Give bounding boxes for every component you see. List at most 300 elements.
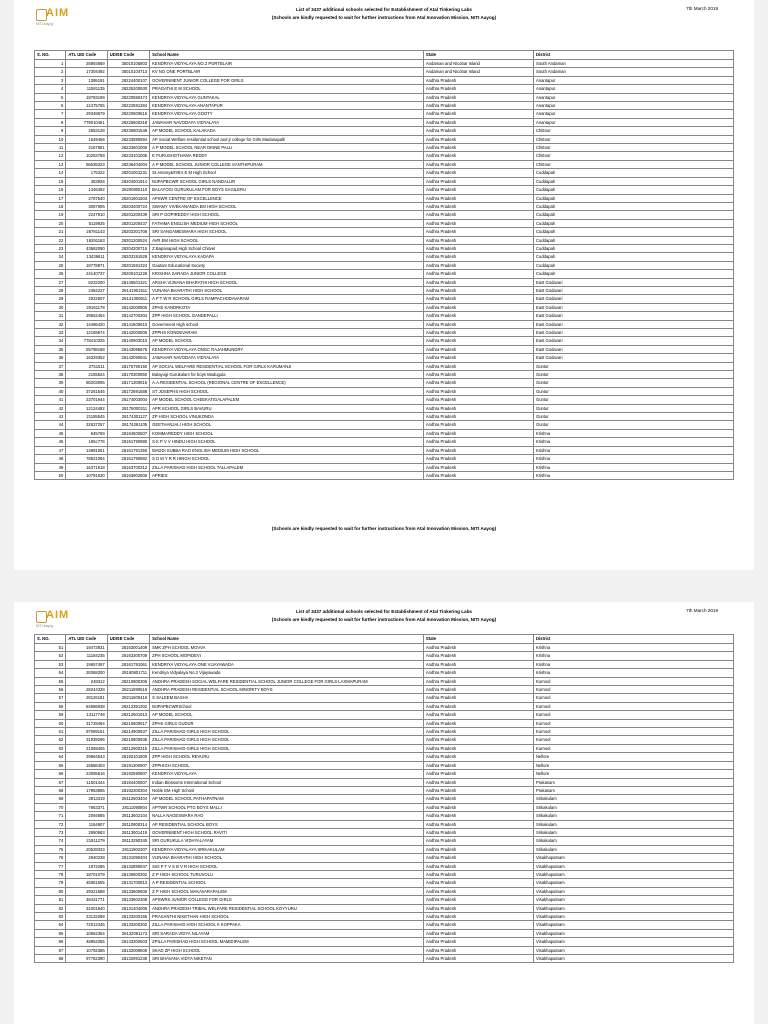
table-cell: Andaman and Nicobar Island <box>423 60 533 68</box>
table-cell: 28174391105 <box>107 421 149 429</box>
table-row <box>35 152 734 160</box>
table-cell: Andhra Pradesh <box>423 413 533 421</box>
table-cell: 29321688 <box>66 887 107 895</box>
table-cell: 34 <box>35 337 66 345</box>
table-row <box>35 812 734 820</box>
table-cell: 14496420 <box>66 320 107 328</box>
table-cell: 1549456 <box>66 135 107 143</box>
table-cell: 14 <box>35 169 66 177</box>
table-cell: Balayogi Gurukulam for boys Madugula <box>150 371 424 379</box>
table-row <box>35 253 734 261</box>
logo-text: AIM <box>46 7 70 19</box>
table-cell: Government High school <box>150 320 424 328</box>
table-cell: 28161791061 <box>107 660 149 668</box>
table-row <box>35 719 734 727</box>
table-cell: 32 <box>35 320 66 328</box>
table-cell: 28211600416 <box>107 694 149 702</box>
table-cell: 32637257 <box>66 421 107 429</box>
table-cell: Andhra Pradesh <box>423 778 533 786</box>
table-cell: PRAGATHI E M SCHOOL <box>150 85 424 93</box>
table-cell: Visakhapatnam <box>533 929 733 937</box>
footnote: (Schools are kindly requested to wait for further instructions from Atal Innovation Mission, NITI Aayog) <box>271 526 497 531</box>
table-row <box>35 938 734 946</box>
table-cell: 28210800936 <box>107 736 149 744</box>
table-cell: 28233101005 <box>107 152 149 160</box>
table-cell: Anantapur <box>533 118 733 126</box>
table-row <box>35 421 734 429</box>
table-cell: A P MODEL SCHOOL NEAR DINNE PALLI <box>150 144 424 152</box>
table-cell: Andhra Pradesh <box>423 396 533 404</box>
logo-subtitle: NITI Aayog <box>36 624 54 628</box>
table-cell: A P MODEL SCHOOL JUNIOR COLLEGE SANTHIPURAM <box>150 160 424 168</box>
table-cell: SRI P GOPIREDDY HIGH SCHOOL <box>150 211 424 219</box>
table-cell: E PURUSHOTHAMA REDDY <box>150 152 424 160</box>
document-title <box>14 6 754 22</box>
table-cell: 9 <box>35 127 66 135</box>
table-cell: 28142000805 <box>107 303 149 311</box>
document-date: 7th March 2019 <box>686 608 718 613</box>
table-cell: 28164500607 <box>107 429 149 437</box>
table-cell: 40 <box>35 387 66 395</box>
table-cell: 2384227 <box>66 286 107 294</box>
table-cell: ZPH SCHOOL MOPIDEVI <box>150 652 424 660</box>
table-cell: 43682090 <box>66 244 107 252</box>
table-cell: Andhra Pradesh <box>423 711 533 719</box>
table-cell: 28214900637 <box>107 728 149 736</box>
table-cell: 3067906 <box>66 202 107 210</box>
table-row <box>35 429 734 437</box>
table-cell: MADDI SUBBA RAO ENGLISH MEDIUM HIGH SCHOOL <box>150 446 424 454</box>
table-cell: Kurnool <box>533 744 733 752</box>
table-cell: Andhra Pradesh <box>423 404 533 412</box>
table-cell: Srikakulam <box>533 837 733 845</box>
table-row <box>35 219 734 227</box>
table-cell: 22 <box>35 236 66 244</box>
table-cell: 29161178 <box>66 303 107 311</box>
table-cell: South Andaman <box>533 68 733 76</box>
table-cell: Kurnool <box>533 736 733 744</box>
table-cell: 28131700813 <box>107 879 149 887</box>
table-cell: 28203191529 <box>107 253 149 261</box>
table-cell: 36 <box>35 354 66 362</box>
table-cell: Anantapur <box>533 102 733 110</box>
table-row <box>35 387 734 395</box>
col-header: S. NO. <box>35 635 66 644</box>
table-cell: 42 <box>35 404 66 412</box>
table-cell: 39 <box>35 379 66 387</box>
col-header: District <box>533 635 733 644</box>
table-cell: 49 <box>35 463 66 471</box>
table-cell: Andhra Pradesh <box>423 862 533 870</box>
table-cell: Andhra Pradesh <box>423 728 533 736</box>
table-cell: 79 <box>35 879 66 887</box>
table-row <box>35 396 734 404</box>
table-cell: Cuddapah <box>533 194 733 202</box>
table-cell: 8 <box>35 118 66 126</box>
table-cell: 86 <box>35 938 66 946</box>
document-page-1 <box>14 0 754 570</box>
table-row <box>35 177 734 185</box>
table-cell: 28184400607 <box>107 778 149 786</box>
table-cell: Kurnool <box>533 694 733 702</box>
table-cell: 73 <box>35 828 66 836</box>
table-cell: Cuddapah <box>533 236 733 244</box>
table-cell: Andhra Pradesh <box>423 320 533 328</box>
table-cell: 3913319 <box>66 795 107 803</box>
table-cell: Andhra Pradesh <box>423 354 533 362</box>
table-cell: 2165524 <box>66 371 107 379</box>
table-cell: 62 <box>35 736 66 744</box>
table-cell: Cuddapah <box>533 169 733 177</box>
table-cell: 28133300603 <box>107 938 149 946</box>
table-cell: ANDHRA PRADESH RESIDENTIAL SCHOOL MINORITY BOYS <box>150 686 424 694</box>
table-cell: 11 <box>35 144 66 152</box>
table-cell: 23 <box>35 244 66 252</box>
table-cell: Andhra Pradesh <box>423 455 533 463</box>
table-cell: Krishna <box>533 669 733 677</box>
table-cell: Andhra Pradesh <box>423 753 533 761</box>
table-cell: Andhra Pradesh <box>423 345 533 353</box>
table-cell: 23701944 <box>66 396 107 404</box>
table-cell: Andhra Pradesh <box>423 669 533 677</box>
table-cell: ZILLA PARISHAD GIRLS HIGH SCHOOL <box>150 736 424 744</box>
table-cell: Anantapur <box>533 93 733 101</box>
table-cell: SMK ZPH SCHOOL MOVVA <box>150 644 424 652</box>
table-cell: Cuddapah <box>533 244 733 252</box>
table-cell: Andhra Pradesh <box>423 337 533 345</box>
table-cell: 12 <box>35 152 66 160</box>
table-cell: AP MODEL SCHOOL PATHAPATNAM <box>150 795 424 803</box>
table-cell: Andhra Pradesh <box>423 812 533 820</box>
table-cell: 2767540 <box>66 194 107 202</box>
table-cell: Andhra Pradesh <box>423 421 533 429</box>
table-cell: APR SCHOOL GIRLS BAVURU <box>150 404 424 412</box>
table-cell: South Andaman <box>533 60 733 68</box>
table-row <box>35 278 734 286</box>
table-cell: Srikakulam <box>533 812 733 820</box>
col-header: UDISE Code <box>107 51 149 60</box>
table-cell: 60 <box>35 719 66 727</box>
table-cell: 18701079 <box>66 870 107 878</box>
table-row <box>35 904 734 912</box>
table-cell: ZILLA PARISHAD HIGH SCHOOL K KOPPAKA <box>150 921 424 929</box>
table-cell: Andhra Pradesh <box>423 93 533 101</box>
table-cell: St.Antony&#39;s E M High School <box>150 169 424 177</box>
table-cell: 44 <box>35 421 66 429</box>
table-cell: 28368300 <box>66 669 107 677</box>
table-cell: 28210900306 <box>107 677 149 685</box>
table-cell: 10652354 <box>66 929 107 937</box>
table-row <box>35 753 734 761</box>
table-cell: 2022507 <box>66 295 107 303</box>
table-row <box>35 312 734 320</box>
table-row <box>35 728 734 736</box>
table-cell: 37261545 <box>66 387 107 395</box>
table-cell: Visakhapatnam <box>533 854 733 862</box>
table-cell: Cuddapah <box>533 219 733 227</box>
table-cell: Andhra Pradesh <box>423 913 533 921</box>
table-cell: KENDRIYA VIDYALAYA <box>150 770 424 778</box>
table-cell: Andhra Pradesh <box>423 329 533 337</box>
table-cell: 28224400107 <box>107 76 149 84</box>
table-cell: Indian Blossoms International School <box>150 778 424 786</box>
table-cell: 19657497 <box>66 660 107 668</box>
table-cell: 28141901611 <box>107 286 149 294</box>
table-cell: 2950963 <box>66 828 107 836</box>
table-cell: AP MODEL SCHOOL CHEEKATIGALAPALEM <box>150 396 424 404</box>
table-cell: VIJNANA BHARATHI HIGH SCHOOL <box>150 854 424 862</box>
table-cell: 10253759 <box>66 152 107 160</box>
logo-subtitle: NITI Aayog <box>36 22 54 26</box>
table-cell: KOMMAREDDY HIGH SCHOOL <box>150 429 424 437</box>
table-cell: AP MODEL SCHOOL <box>150 711 424 719</box>
table-cell: KENDRIYA VIDYALAYA NO.2 PORTBLAIR <box>150 60 424 68</box>
table-cell: Gautam Educational Society <box>150 261 424 269</box>
table-cell: 645769 <box>66 429 107 437</box>
table-cell: 76 <box>35 854 66 862</box>
table-cell: 53 <box>35 660 66 668</box>
table-cell: Andhra Pradesh <box>423 702 533 710</box>
table-row <box>35 110 734 118</box>
table-cell: East Godavari <box>533 337 733 345</box>
table-row <box>35 169 734 177</box>
table-cell: Guntur <box>533 371 733 379</box>
table-cell: Kurnool <box>533 702 733 710</box>
table-cell: KENDRIYA VIDYALAYA ANANTAPUR <box>150 102 424 110</box>
table-row <box>35 127 734 135</box>
table-cell: 19473931 <box>66 644 107 652</box>
table-cell: 28220590474 <box>107 93 149 101</box>
table-cell: Guntur <box>533 421 733 429</box>
table-cell: 28175790150 <box>107 362 149 370</box>
table-cell: Nellore <box>533 770 733 778</box>
table-cell: 17963865 <box>66 786 107 794</box>
table-cell: Andhra Pradesh <box>423 194 533 202</box>
table-cell: 13 <box>35 160 66 168</box>
table-cell: Krishna <box>533 471 733 479</box>
table-row <box>35 102 734 110</box>
table-cell: 16291163 <box>66 236 107 244</box>
table-cell: 63 <box>35 744 66 752</box>
table-cell: 35 <box>35 345 66 353</box>
table-body <box>35 644 734 963</box>
table-cell: AP MODEL SCHOOL KALAKADA <box>150 127 424 135</box>
table-cell: 11184235 <box>66 652 107 660</box>
table-cell: KENDRIYA VIDYALAYA SRIKAKULAM <box>150 845 424 853</box>
table-cell: 185c776 <box>66 438 107 446</box>
table-cell: 28126181 <box>66 694 107 702</box>
table-cell: APTWR SCHOOL PTG BOYS MALLI <box>150 803 424 811</box>
table-row <box>35 85 734 93</box>
table-cell: 11501444 <box>66 778 107 786</box>
table-cell: Andhra Pradesh <box>423 438 533 446</box>
table-cell: 28174003004 <box>107 396 149 404</box>
table-cell: 83 <box>35 913 66 921</box>
table-cell: 21185545 <box>66 413 107 421</box>
table-cell: S D M Y R R HINGH SCHOOL <box>150 455 424 463</box>
table-cell: Nellore <box>533 761 733 769</box>
table-cell: 28131090404 <box>107 854 149 862</box>
table-row <box>35 652 734 660</box>
table-cell: Chittoor <box>533 127 733 135</box>
title-line: List of 3437 additional schools selected for Establishment of Atal Tinkering Labs <box>296 609 472 614</box>
table-cell: Andhra Pradesh <box>423 854 533 862</box>
table-cell: Visakhapatnam <box>533 870 733 878</box>
table-cell: Andhra Pradesh <box>423 76 533 84</box>
table-cell: East Godavari <box>533 278 733 286</box>
table-cell: 72012346 <box>66 921 107 929</box>
table-cell: 15 <box>35 177 66 185</box>
table-cell: 57 <box>35 694 66 702</box>
table-cell: 38 <box>35 371 66 379</box>
table-cell: 28191300907 <box>107 761 149 769</box>
table-cell: ZILLA PARISHAD GIRLS HIGH SCHOOL <box>150 728 424 736</box>
table-cell: 28142700304 <box>107 312 149 320</box>
table-cell: Andhra Pradesh <box>423 929 533 937</box>
table-cell: SRI SARADA VIDYA NILAYAM <box>150 929 424 937</box>
table-cell: Krishna <box>533 660 733 668</box>
table-cell: 65 <box>35 761 66 769</box>
table-row <box>35 660 734 668</box>
table-cell: 28111090804 <box>107 803 149 811</box>
table-cell: MJPAPBCWRSchool <box>150 702 424 710</box>
table-cell: GOVERNMENT JUNIOR COLLEGE FOR GIRLS <box>150 76 424 84</box>
table-cell: Visakhapatnam <box>533 913 733 921</box>
table-cell: Z P HIGH SCHOOL TURUVOLU <box>150 870 424 878</box>
table-cell: 31001840 <box>66 904 107 912</box>
table-cell: Anantapur <box>533 110 733 118</box>
table-cell: 35010104713 <box>107 68 149 76</box>
table-cell: 28141600610 <box>107 320 149 328</box>
table-cell: 28212601913 <box>107 711 149 719</box>
table-cell: APRIES <box>150 471 424 479</box>
table-cell: SRI BHAVANA VIDYA NIKETAN <box>150 955 424 963</box>
table-cell: Andhra Pradesh <box>423 761 533 769</box>
table-cell: Cuddapah <box>533 261 733 269</box>
table-cell: East Godavari <box>533 312 733 320</box>
table-cell: 28244328 <box>66 686 107 694</box>
table-cell: 28163700312 <box>107 463 149 471</box>
table-row <box>35 946 734 954</box>
table-row <box>35 455 734 463</box>
table-cell: Krishna <box>533 446 733 454</box>
table-cell: 23132288 <box>66 913 107 921</box>
table-cell: Andaman and Nicobar Island <box>423 68 533 76</box>
table-cell: 29964543 <box>66 753 107 761</box>
table-cell: 26 <box>35 270 66 278</box>
document-page-2 <box>14 602 754 1024</box>
table-cell: Andhra Pradesh <box>423 270 533 278</box>
table-cell: Guntur <box>533 396 733 404</box>
table-cell: Cuddapah <box>533 270 733 278</box>
table-cell: 78 <box>35 870 66 878</box>
table-cell: 29552464 <box>66 312 107 320</box>
subtitle-line: (Schools are kindly requested to wait for further instructions from Atal Innovation Mission, NITI Aayog) <box>271 15 497 20</box>
table-cell: Andhra Pradesh <box>423 677 533 685</box>
table-cell: 2940238 <box>66 854 107 862</box>
table-cell: 33 <box>35 329 66 337</box>
table-cell: 86203095 <box>66 379 107 387</box>
table-cell: 28230801548 <box>107 127 149 135</box>
table-cell: ANDHRA PRADESH SOCIAL WELFARE RESIDENTIAL SCHOOL JUNIOR COLLEGE FOR GIRLS LAXMAPURAM <box>150 677 424 685</box>
table-cell: Chittoor <box>533 152 733 160</box>
table-row <box>35 244 734 252</box>
table-cell: 28201200439 <box>107 211 149 219</box>
table-row <box>35 446 734 454</box>
table-cell: Visakhapatnam <box>533 896 733 904</box>
table-cell: Andhra Pradesh <box>423 278 533 286</box>
table-cell: 28201001231 <box>107 169 149 177</box>
table-cell: East Godavari <box>533 320 733 328</box>
table-cell: 31 <box>35 312 66 320</box>
table-cell: Krishna <box>533 644 733 652</box>
table-cell: 31939296 <box>66 736 107 744</box>
table-row <box>35 778 734 786</box>
table-cell: 28200805110 <box>107 186 149 194</box>
table-cell: 28201200437 <box>107 219 149 227</box>
table-cell: 778410325 <box>66 337 107 345</box>
table-row <box>35 371 734 379</box>
table-cell: KENDRIYA VIDYALAYA ONE VIJAYAWADA <box>150 660 424 668</box>
table-cell: Andhra Pradesh <box>423 186 533 194</box>
table-cell: 67 <box>35 778 66 786</box>
table-cell: SRI SANGAMESWARA HIGH SCHOOL <box>150 228 424 236</box>
table-cell: Andhra Pradesh <box>423 429 533 437</box>
table-cell: 72 <box>35 820 66 828</box>
table-cell: Kendriya Vidyalaya No.2 Vijayawada <box>150 669 424 677</box>
table-cell: GEETHANJALI HIGH SCHOOL <box>150 421 424 429</box>
table-row <box>35 828 734 836</box>
table-cell: 59 <box>35 711 66 719</box>
table-cell: APSWR CENTRE OF EXCELLENCE <box>150 194 424 202</box>
table-cell: KRISHNA SARADA JUNIOR COLLEGE <box>150 270 424 278</box>
table-cell: 28236404004 <box>107 160 149 168</box>
document-date: 7th March 2019 <box>686 6 718 11</box>
table-cell: A P T W R SCHOOL GIRLS RAMPACHODAVARAM <box>150 295 424 303</box>
table-cell: Cuddapah <box>533 211 733 219</box>
table-cell: AP MODEL SCHOOL <box>150 337 424 345</box>
table-cell: 14891061 <box>66 446 107 454</box>
table-row <box>35 862 734 870</box>
table-cell: ZPILLA PARISHAD HIGH SCHOOL MAMIDIPALEM <box>150 938 424 946</box>
table-cell: 28210600617 <box>107 719 149 727</box>
table-cell: JAWAHAR NAVODAYA VIDYALAYA <box>150 118 424 126</box>
table-row <box>35 921 734 929</box>
table-cell: 26893669 <box>66 60 107 68</box>
table-cell: 17 <box>35 194 66 202</box>
table-cell: 28211890519 <box>107 686 149 694</box>
table-row <box>35 211 734 219</box>
table-cell: 28145501321 <box>107 278 149 286</box>
table-cell: Z P HIGH SCHOOL MAKAVARAPALEM <box>150 887 424 895</box>
table-cell: 55798188 <box>66 345 107 353</box>
table-cell: 248312 <box>66 677 107 685</box>
table-cell: 5 <box>35 93 66 101</box>
table-cell: 779010461 <box>66 118 107 126</box>
table-cell: NALLA NAGESWARA RAO <box>150 812 424 820</box>
table-row <box>35 118 734 126</box>
table-cell: East Godavari <box>533 329 733 337</box>
table-cell: 18778971 <box>66 261 107 269</box>
table-row <box>35 76 734 84</box>
table-cell: ZPP HIGH SCHOOL REVURU <box>150 753 424 761</box>
table-cell: Visakhapatnam <box>533 921 733 929</box>
table-cell: 2094685 <box>66 812 107 820</box>
table-cell: 27 <box>35 278 66 286</box>
table-cell: Krishna <box>533 455 733 463</box>
table-row <box>35 60 734 68</box>
table-cell: Kurnool <box>533 719 733 727</box>
